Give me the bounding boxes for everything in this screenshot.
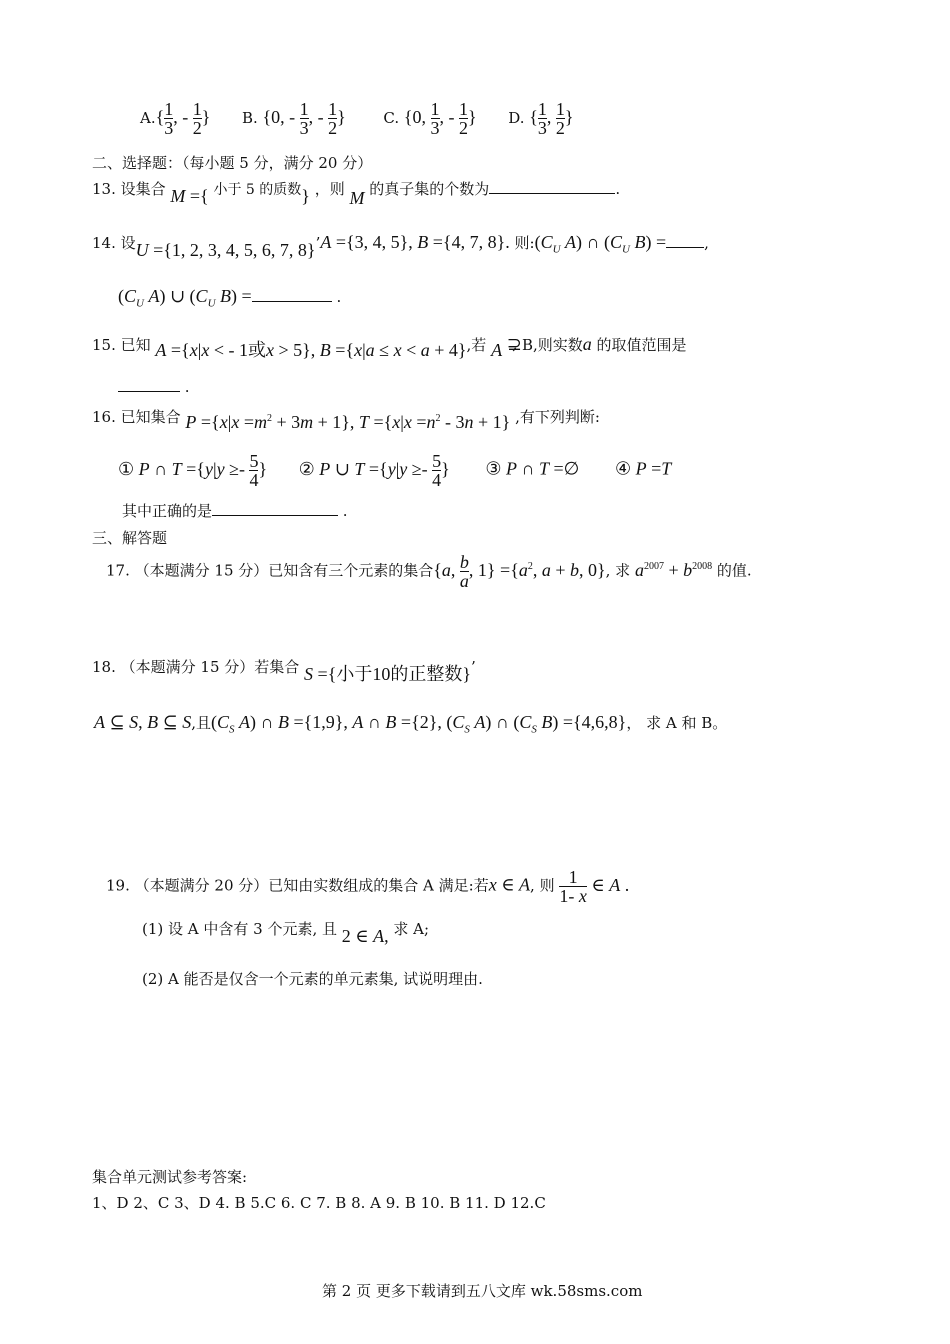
question-13: 13. 设集合 M ={ 小于 5 的质数} ，则 M 的真子集的个数为 . <box>92 180 621 208</box>
section-3-heading: 三、解答题 <box>92 529 168 547</box>
option-b: B. {0, - $\frac{1}{3}$ , - $\frac{1}{2}$ } <box>241 99 346 138</box>
page-footer: 第 2 页 更多下载请到五八文库 wk.58sms.com <box>322 1282 643 1300</box>
question-16-answer-prompt: 其中正确的是 . <box>122 502 348 520</box>
question-18: 18. （本题满分 15 分）若集合 S ={小于10的正整数}’ <box>92 658 476 684</box>
question-19-part-2: (2) A 能否是仅含一个元素的单元素集, 试说明理由. <box>142 970 483 988</box>
question-14: 14. 设U ={1, 2, 3, 4, 5, 6, 7, 8}’A ={3, 4, 5}, B ={4, 7, 8}. 则$:(C_U$ A) ∩ ($C_U$ B) = , <box>92 232 709 260</box>
answer-options-row <box>140 100 574 137</box>
question-18-conditions: A ⊆ S, B ⊆ S,且($C_S$ A) ∩ B ={1,9}, A ∩ B ={2}, ($C_S$ A) ∩ ($C_S$ B) ={4,6,8}， 求 A 和 B。 <box>94 712 728 736</box>
question-16-statements: ① P ∩ T ={y|y ≥- $\frac{5}{4}$ } ② P ∪ T ={y|y ≥- $\frac{5}{4}$ } ③ P ∩ T =∅ ④ P =T <box>118 451 672 490</box>
question-15-blank: . <box>118 378 190 396</box>
question-19: 19. （本题满分 20 分）已知由实数组成的集合 A 满足:若x ∈ A, 则 $\frac{1}{1- x}$ ∈ A . <box>106 867 630 906</box>
answers-line: 1、D 2、C 3、D 4. B 5.C 6. C 7. B 8. A 9. B 10. B 11. D 12.C <box>92 1194 546 1212</box>
question-17: 17. （本题满分 15 分）已知含有三个元素的集合{a, $\frac{b}{a}$ , $1\} =\{a^2$, a + b, 0}, 求 $a^{2007} + b^{2008}$ 的值. <box>106 552 752 591</box>
question-16: 16. 已知集合 $P =\{x|x =m^2 + 3m + 1\}$, $T =\{x|x =n^2 - 3n + 1\}$ ,有下列判断: <box>92 408 600 432</box>
question-15: 15. 已知 A ={x|x < - 1或x > 5}, B ={x|a ≤ x < a + 4},若 A ⊋B,则实数a 的取值范围是 <box>92 334 687 360</box>
option-a: A.{ $\frac{1}{3}$ , - $\frac{1}{2}$ } <box>140 99 211 138</box>
question-14-part-2: ($C_U$ A) ∪ ($C_U$ B) = . <box>118 286 342 310</box>
section-2-heading: 二、选择题：（每小题 5 分，满分 20 分） <box>92 154 373 172</box>
answers-title: 集合单元测试参考答案: <box>92 1168 248 1186</box>
question-19-part-1: (1) 设 A 中含有 3 个元素, 且 2 ∈ A, 求 A; <box>142 920 430 946</box>
option-c: C. {0, $\frac{1}{3}$ , - $\frac{1}{2}$ } <box>383 99 477 138</box>
option-d: D. { $\frac{1}{3}$ , $\frac{1}{2}$ } <box>508 99 574 138</box>
